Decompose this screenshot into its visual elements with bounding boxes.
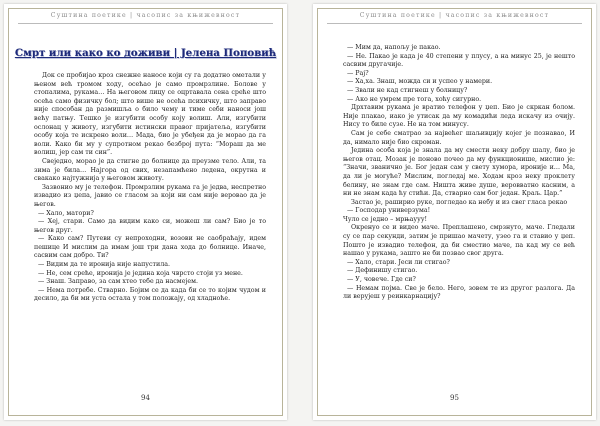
dialogue-line: — Како сам? Путеви су непроходни, возови не саобраћају, идем пешице И мислим да имам још три дана хода до болнице. Иначе, сасвим сам добро. Ти? [34,235,266,260]
header-rule [327,23,582,24]
dialogue-line: — Хало, стари. Јеси ли стигао? [347,258,450,266]
paragraph: Чуло се једно – мрњаууу! [343,215,428,223]
dialogue-line: — Господар универзума! [347,207,431,215]
dialogue-line: — Ха,ха. Знаш, можда си и успео у намери. [347,78,493,86]
page-number: 95 [450,394,459,402]
dialogue-line: — Хало, матори? [38,209,94,217]
story-title: Смрт или како ко доживи | Јелена Поповић [14,47,277,59]
paragraph: Док се пробијао кроз снежне наносе који су га додатно ометали у њеном већ тромом ходу, осећао је само промрзлине. Болове у стопалима, рукама… На његовом лицу се оцртавала сена среће што осећа само физичку бол; што више не осећа психичку, што заправо није способан да размишља о било чему и тиме себи наноси још већу патњу. Тешко је изгубити особу коју волиш. Али, изгубити ослонац у животу, изгубити истински правог пријатеља, изгубити особу која те искрено воли… Мада, био је убеђен да је морао да га воли. Како би му у супротном рекао безброј пута: “Мораш да ме волиш, јер сам ти син”. [34,72,266,157]
running-header: Суштина поетике | часопис за књижевност [50,12,241,19]
page-number: 94 [141,394,150,402]
paragraph: Једина особа која је знала да му смести неку добру шалу, био је његов отац. Мозак је поново почео да му функционише, мислио је: “Значи, званично је. Бог један сам у свету хумора, ироније и… Ма, да ли је могуће? Мислим, погледај ме. Ходам кроз неку проклету белину, не знам где сам. Ништа живе душе, веровватно касним, а ни не знам када ћу стићи. Да, стварно сам бог један. Краљ. Цар.” [343,147,575,198]
right-page-body [343,44,575,302]
dialogue-line: — Дефинишу стигао. [347,267,418,275]
dialogue-line: — Немам појма. Све је бело. Него, зовем те из другог разлога. Да ли верујеш у реинкарнацију? [343,284,575,301]
dialogue-line: — Хеј, стари. Само да видим како си, можеш ли сам? Био је то његов друг. [34,218,266,234]
dialogue-line: — Звали не кад стигнеш у болницу? [347,86,468,94]
left-page-body [34,72,266,304]
dialogue-line: — Знаш. Заправо, за сам хтео тебе да насмејем. [38,278,198,286]
paragraph: Сам је себе сматрао за највећег шаљивџију којег је познавао, И да, нимало није био скроман. [343,129,575,146]
dialogue-line: — Рај? [347,69,369,77]
right-page [313,4,596,420]
dialogue-line: — Ако не умрем пре тога, хоћу сигурно. [347,95,482,103]
dialogue-line: — Нема потребе. Стварно. Бојим се да када би се то којим чудом и десило, да би ми уста остала у том положају, од хладноће. [34,286,266,303]
left-page [4,4,287,420]
dialogue-line: — Не. Пакао је када је 40 степени у плусу, а на минус 25, је нешто сасвим другачије. [343,52,575,69]
paragraph: Дрхтавим рукама је вратио телефон у џеп. Био је скркан болом. Није плакао, иако је утисак да му комадићи леда искачу из очију. Нису то биле сузе. Не на том минусу. [343,104,575,129]
dialogue-line: — Мим да, напољу је пакао. [347,44,441,51]
paragraph: Окренуо се и видео маче. Преплашено, смрзнуто, маче. Гледали су се пар секунди, затим је пришао мачету, узео га и ставио у џеп. Пошто је извадио телефон, да би сместио маче, па кад му се већ нашао у рукама, зашто не би позвао свог друга. [343,224,575,258]
paragraph: Свеједно, морао је да стигне до болнице да преузме тело. Али, та зима је била… Најгора од свих, незапамћено ледена, окрутна и свакако најтужнија у његовом животу. [34,157,266,183]
paragraph: Застао је, раширио руке, погледао ка небу и из свег гласа рекао [351,198,568,206]
header-rule [18,23,273,24]
dialogue-line: — Видим да те иронија није напустила. [38,261,170,269]
dialogue-line: — У, човече. Где си? [347,276,416,284]
running-header: Суштина поетике | часопис за књижевност [359,12,550,19]
dialogue-line: — Не, сем среће, иронија је једина која чврсто стоји уз мене. [38,269,243,277]
paragraph: Зазвонио му је телефон. Промрзлим рукама га је једва, неспретно извадио из џепа, јавио се гласом за који ни сам није веровао да је његов. [34,183,266,208]
title-wrap [4,41,287,60]
